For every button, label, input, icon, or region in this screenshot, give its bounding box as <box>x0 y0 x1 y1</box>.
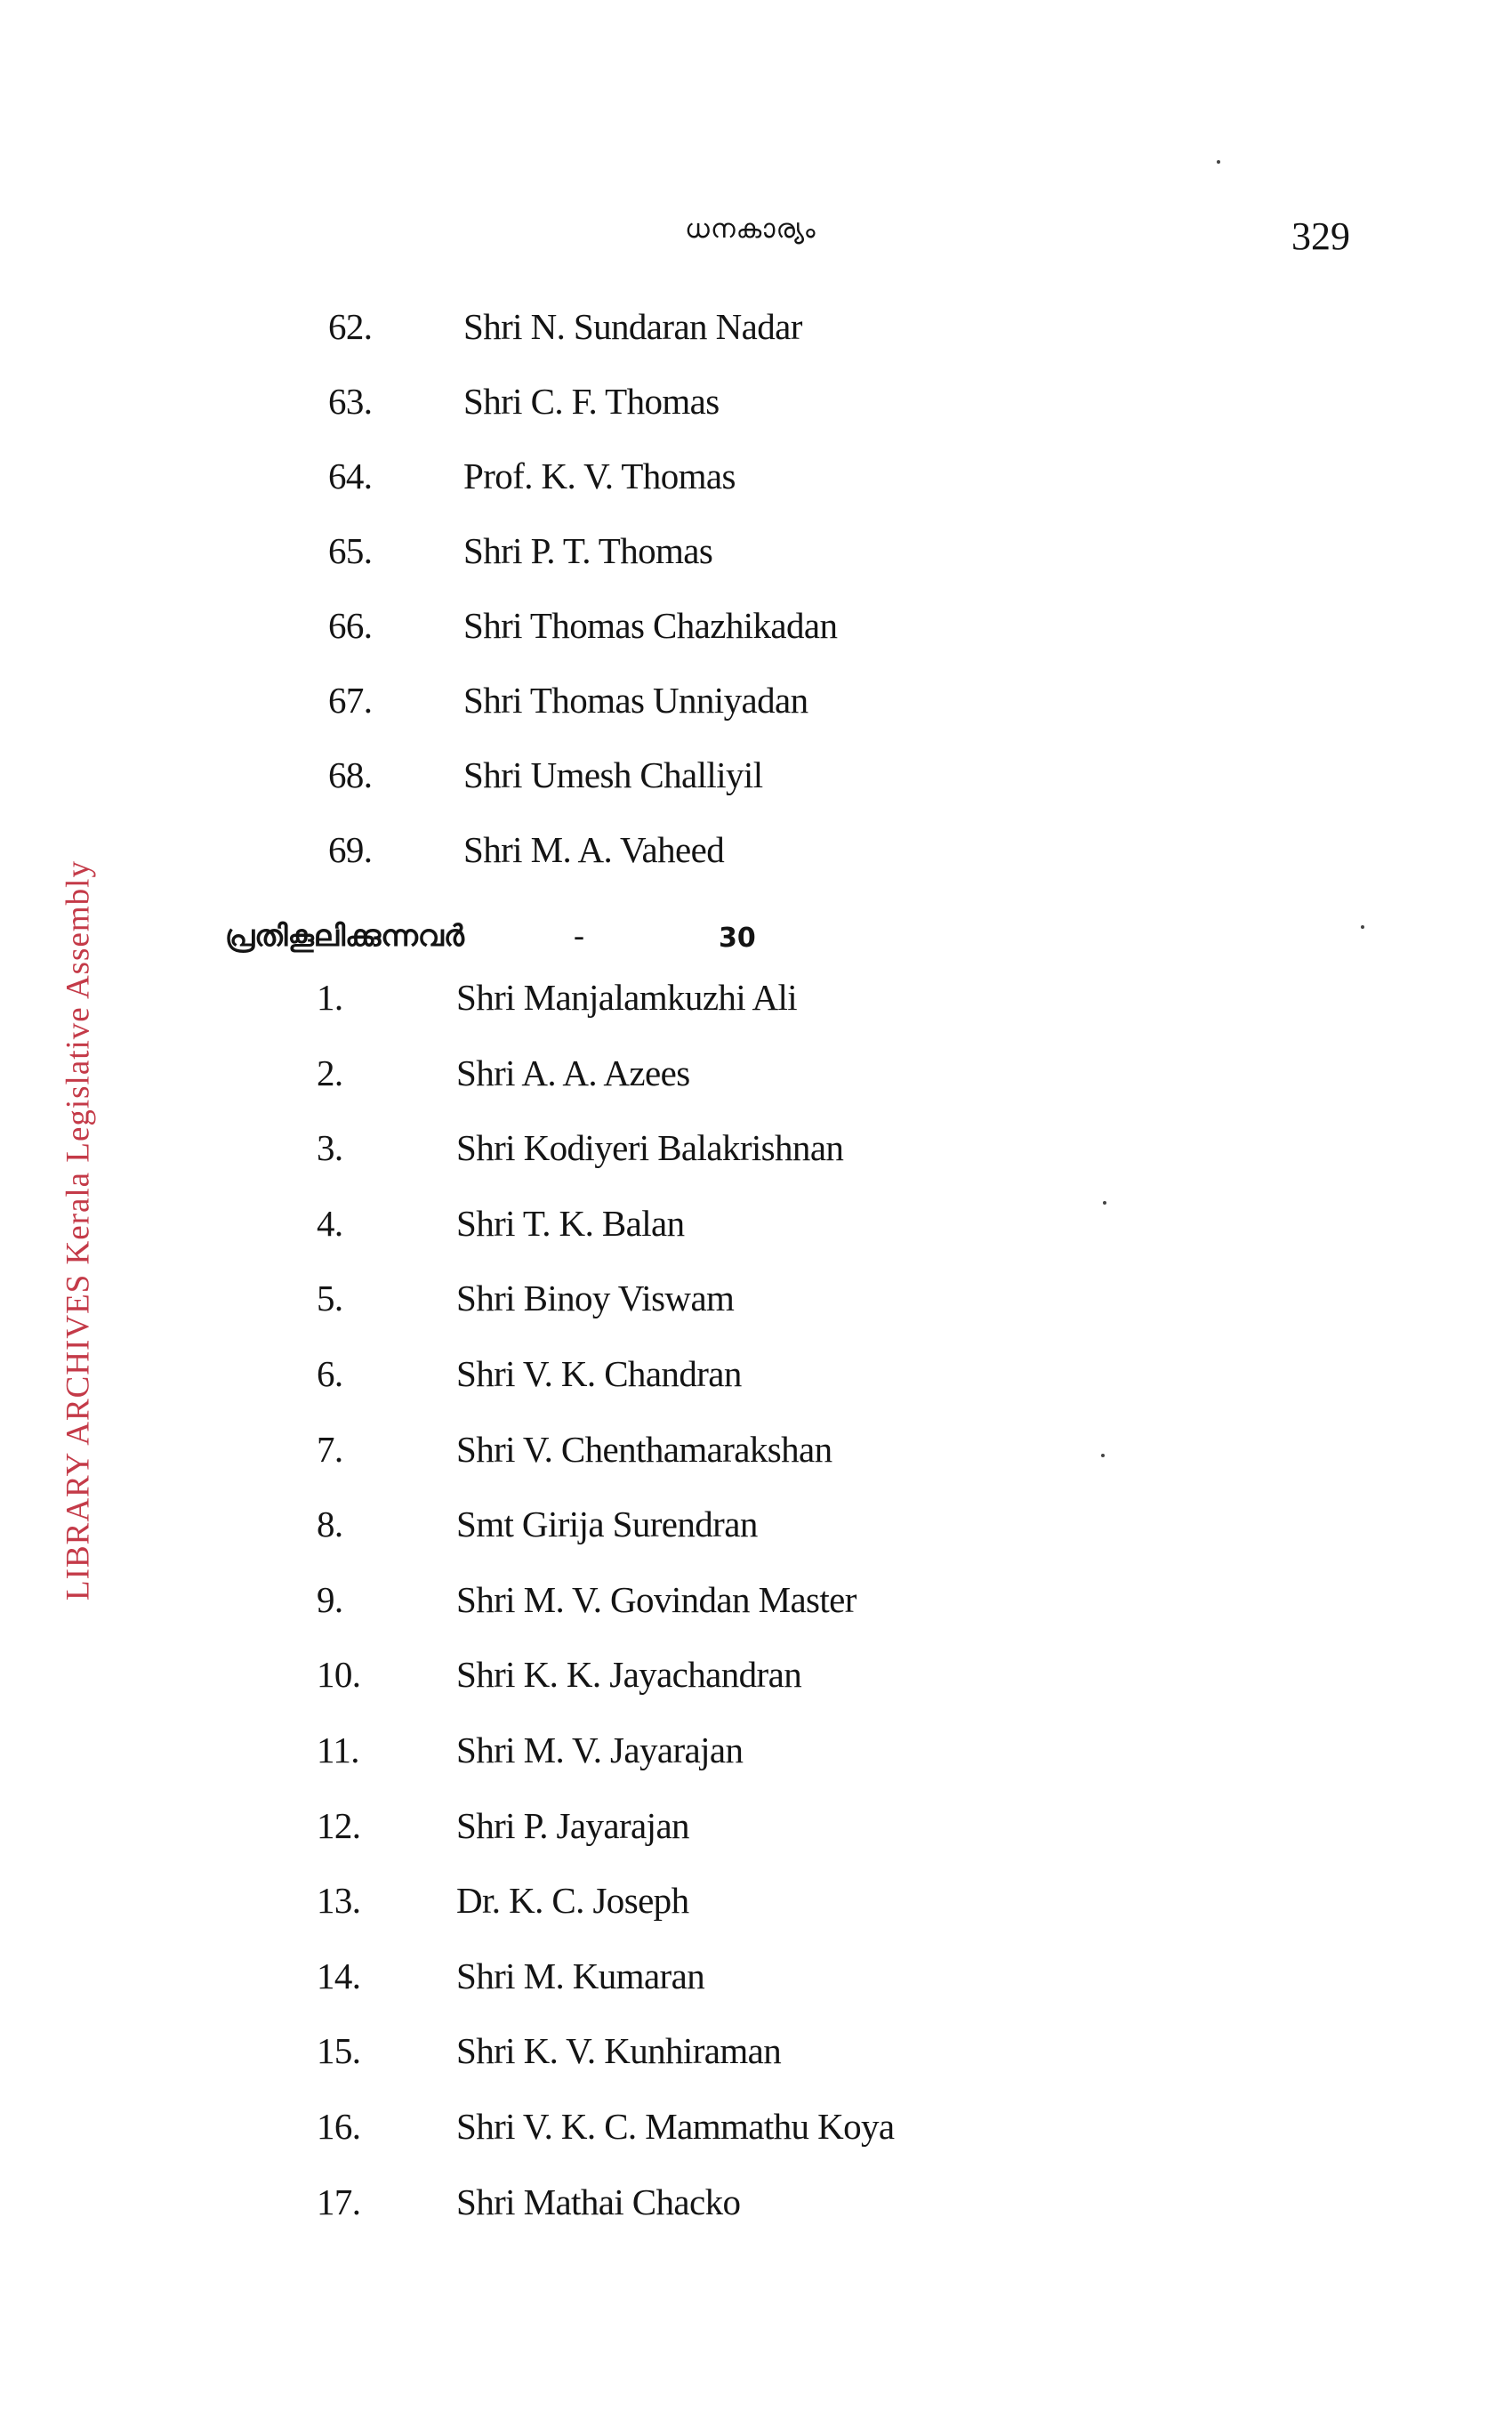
scan-speck <box>1101 1454 1105 1457</box>
item-number: 62. <box>328 306 373 347</box>
item-number: 17. <box>317 2181 361 2222</box>
scan-speck <box>1217 160 1220 164</box>
running-head: ധനകാര്യം <box>685 214 816 245</box>
group-heading: പ്രതികൂലിക്കുന്നവർ <box>225 918 464 953</box>
item-number: 69. <box>328 829 373 870</box>
group-count: 30 <box>719 923 756 954</box>
item-number: 6. <box>317 1353 343 1394</box>
member-name: Shri A. A. Azees <box>456 1052 690 1093</box>
page-number: 329 <box>1291 214 1350 258</box>
member-name: Smt Girija Surendran <box>456 1504 758 1545</box>
scan-speck <box>1361 925 1364 929</box>
item-number: 66. <box>328 605 373 646</box>
member-name: Shri Kodiyeri Balakrishnan <box>456 1127 844 1169</box>
member-name: Prof. K. V. Thomas <box>463 456 736 496</box>
scan-speck <box>1103 1201 1106 1205</box>
member-name: Shri M. V. Jayarajan <box>456 1730 744 1770</box>
member-name: Shri M. V. Govindan Master <box>456 1578 857 1620</box>
item-number: 63. <box>328 381 373 422</box>
item-number: 9. <box>317 1578 343 1620</box>
item-number: 2. <box>317 1052 343 1093</box>
member-name: Shri V. Chenthamarakshan <box>456 1428 832 1470</box>
member-name: Shri M. A. Vaheed <box>463 829 725 870</box>
member-name: Shri V. K. Chandran <box>456 1353 742 1394</box>
member-name: Shri V. K. C. Mammathu Koya <box>456 2106 895 2147</box>
item-number: 67. <box>328 680 373 721</box>
member-name: Shri P. Jayarajan <box>456 1804 689 1846</box>
member-name: Shri T. K. Balan <box>456 1202 685 1244</box>
item-number: 13. <box>317 1880 361 1922</box>
item-number: 1. <box>317 977 343 1018</box>
member-name: Shri Binoy Viswam <box>456 1278 735 1319</box>
member-name: Shri Umesh Challiyil <box>463 754 763 795</box>
item-number: 14. <box>317 1955 361 1996</box>
item-number: 5. <box>317 1278 343 1319</box>
item-number: 3. <box>317 1127 343 1169</box>
item-number: 65. <box>328 530 373 571</box>
item-number: 12. <box>317 1804 361 1846</box>
member-name: Shri Manjalamkuzhi Ali <box>456 977 798 1018</box>
item-number: 4. <box>317 1202 343 1244</box>
group-dash: - <box>574 917 584 953</box>
item-number: 7. <box>317 1428 343 1470</box>
member-name: Shri M. Kumaran <box>456 1955 705 1996</box>
member-name: Shri C. F. Thomas <box>463 381 720 422</box>
item-number: 10. <box>317 1654 361 1696</box>
item-number: 8. <box>317 1504 343 1545</box>
item-number: 11. <box>317 1730 359 1770</box>
item-number: 68. <box>328 754 373 795</box>
archive-watermark: LIBRARY ARCHIVES Kerala Legislative Assembly <box>60 860 97 1601</box>
member-name: Shri N. Sundaran Nadar <box>463 306 802 347</box>
item-number: 15. <box>317 2030 361 2072</box>
member-name: Shri K. K. Jayachandran <box>456 1654 802 1696</box>
member-name: Shri P. T. Thomas <box>463 530 713 571</box>
item-number: 16. <box>317 2106 361 2147</box>
item-number: 64. <box>328 456 373 496</box>
member-name: Shri K. V. Kunhiraman <box>456 2030 782 2072</box>
member-name: Shri Thomas Chazhikadan <box>463 605 838 646</box>
member-name: Dr. K. C. Joseph <box>456 1880 689 1922</box>
member-name: Shri Mathai Chacko <box>456 2181 741 2222</box>
member-name: Shri Thomas Unniyadan <box>463 680 808 721</box>
